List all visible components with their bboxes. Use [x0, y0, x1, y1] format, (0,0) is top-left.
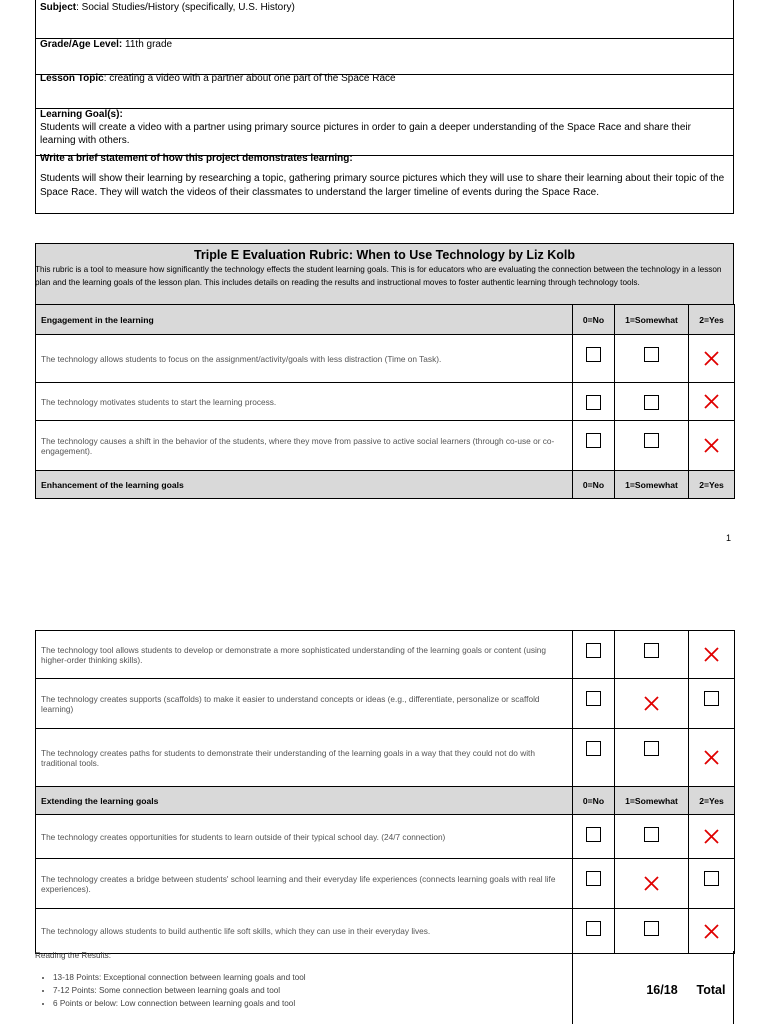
score-cell [615, 729, 689, 787]
checkbox[interactable] [704, 871, 719, 886]
score-cell [689, 909, 735, 954]
checkbox[interactable] [644, 643, 659, 658]
score-cell [689, 859, 735, 909]
x-mark-icon[interactable] [703, 831, 720, 841]
page-number: 1 [726, 533, 732, 543]
checkbox[interactable] [586, 347, 601, 362]
checkbox[interactable] [586, 921, 601, 936]
score-cell [689, 421, 735, 471]
checkbox[interactable] [704, 691, 719, 706]
score-cell [615, 859, 689, 909]
grade-row [36, 36, 733, 75]
topic-row [36, 71, 733, 109]
score-cell [689, 679, 735, 729]
subject-value: : Social Studies/History (specifically, U.S. History) [76, 2, 295, 13]
topic-value: : creating a video with a partner about one part of the Space Race [103, 73, 396, 84]
criteria-row [36, 729, 735, 787]
score-cell [615, 815, 689, 859]
checkbox[interactable] [644, 921, 659, 936]
criteria-row [36, 631, 735, 679]
column-no: 0=No [573, 787, 615, 815]
score-cell [615, 421, 689, 471]
score-cell [615, 909, 689, 954]
checkbox[interactable] [586, 395, 601, 410]
subject-row [36, 0, 733, 39]
score-cell [615, 631, 689, 679]
rubric-title-block [35, 243, 734, 304]
criteria-text: The technology creates a bridge between students' school learning and their everyday life experiences (connects learning goals with real life experiences). [36, 859, 573, 909]
x-mark-icon[interactable] [703, 396, 720, 406]
criteria-text: The technology allows students to focus on the assignment/activity/goals with less distraction (Time on Task). [36, 335, 573, 383]
column-no: 0=No [573, 471, 615, 499]
checkbox[interactable] [644, 741, 659, 756]
criteria-row [36, 679, 735, 729]
statement-row [36, 152, 733, 215]
x-mark-icon[interactable] [643, 878, 660, 888]
criteria-row [36, 815, 735, 859]
checkbox[interactable] [586, 691, 601, 706]
x-mark-icon[interactable] [703, 752, 720, 762]
lesson-info-box [35, 0, 734, 214]
topic-label: Lesson Topic [40, 73, 104, 84]
results-bullet: • 7-12 Points: Some connection between learning goals and tool [53, 984, 583, 997]
criteria-text: The technology allows students to build authentic life soft skills, which they can use in their everyday lives. [36, 909, 573, 954]
checkbox[interactable] [644, 827, 659, 842]
score-cell [615, 679, 689, 729]
criteria-text: The technology tool allows students to develop or demonstrate a more sophisticated understanding of the learning goals or content (using higher-order thinking skills). [36, 631, 573, 679]
criteria-row [36, 383, 735, 421]
column-yes: 2=Yes [689, 471, 735, 499]
total-label: Total [696, 983, 726, 997]
grade-label: Grade/Age Level: [40, 39, 123, 50]
section-heading: Enhancement of the learning goals [36, 471, 573, 499]
checkbox[interactable] [586, 433, 601, 448]
column-yes: 2=Yes [689, 787, 735, 815]
criteria-text: The technology creates paths for students to demonstrate their understanding of the learning goals in a way that they could not do with traditional tools. [36, 729, 573, 787]
section-heading: Engagement in the learning [36, 305, 573, 335]
score-cell [573, 631, 615, 679]
score-cell [573, 859, 615, 909]
score-cell [689, 729, 735, 787]
rubric-table-page-2 [35, 630, 735, 954]
column-somewhat: 1=Somewhat [615, 471, 689, 499]
score-cell [615, 383, 689, 421]
checkbox[interactable] [644, 433, 659, 448]
checkbox[interactable] [586, 643, 601, 658]
section-header-row [36, 305, 735, 335]
checkbox[interactable] [644, 395, 659, 410]
checkbox[interactable] [586, 741, 601, 756]
criteria-row [36, 909, 735, 954]
score-cell [573, 729, 615, 787]
criteria-text: The technology motivates students to start the learning process. [36, 383, 573, 421]
score-cell [689, 631, 735, 679]
checkbox[interactable] [586, 827, 601, 842]
results-label: Reading the Results: [35, 951, 112, 960]
score-cell [573, 383, 615, 421]
column-yes: 2=Yes [689, 305, 735, 335]
score-cell [573, 679, 615, 729]
criteria-row [36, 859, 735, 909]
section-heading: Extending the learning goals [36, 787, 573, 815]
score-cell [573, 421, 615, 471]
criteria-text: The technology causes a shift in the behavior of the students, where they move from passive to active social learners (through co-use or co-engagement). [36, 421, 573, 471]
criteria-row [36, 421, 735, 471]
statement-text: Students will show their learning by researching a topic, gathering primary source pictures which they will use to share their learning about their topic of the Space Race. They will watch the videos of their classmates to understand the larger timeline of events during the Space Race. [40, 173, 725, 198]
section-header-row [36, 787, 735, 815]
criteria-text: The technology creates supports (scaffolds) to make it easier to understand concepts or ideas (e.g., differentiate, personalize or scaffold learning) [36, 679, 573, 729]
results-bullet: • 13-18 Points: Exceptional connection between learning goals and tool [53, 971, 583, 984]
x-mark-icon[interactable] [643, 698, 660, 708]
results-list [35, 971, 583, 1010]
results-section [35, 951, 734, 1024]
grade-value: 11th grade [122, 39, 173, 50]
results-bullet: • 6 Points or below: Low connection between learning goals and tool [53, 997, 583, 1010]
score-cell [573, 335, 615, 383]
rubric-title: Triple E Evaluation Rubric: When to Use Technology by Liz Kolb [193, 248, 576, 262]
rubric-description: This rubric is a tool to measure how significantly the technology effects the student learning goals. This is for educators who are evaluating the connection between the technology in a lesson plan and the learning goals of the lesson plan. This includes details on reading the results and instructional moves to foster authentic learning through technology tools. [35, 265, 722, 287]
learning-goal-label: Learning Goal(s): [40, 109, 123, 120]
score-cell [573, 909, 615, 954]
x-mark-icon[interactable] [703, 353, 720, 363]
score-cell [689, 335, 735, 383]
section-header-row [36, 471, 735, 499]
learning-goal-text: Students will create a video with a partner using primary source pictures in order to gain a deeper understanding of the Space Race and share their learning with others. [40, 122, 691, 146]
score-cell [689, 815, 735, 859]
checkbox[interactable] [586, 871, 601, 886]
subject-label: Subject [40, 2, 77, 13]
score-cell [615, 335, 689, 383]
checkbox[interactable] [644, 347, 659, 362]
column-somewhat: 1=Somewhat [615, 787, 689, 815]
score-cell [573, 815, 615, 859]
x-mark-icon[interactable] [703, 649, 720, 659]
x-mark-icon[interactable] [703, 440, 720, 450]
criteria-text: The technology creates opportunities for students to learn outside of their typical school day. (24/7 connection) [36, 815, 573, 859]
x-mark-icon[interactable] [703, 925, 720, 935]
total-score: 16/18 [646, 983, 678, 997]
column-somewhat: 1=Somewhat [615, 305, 689, 335]
score-cell [689, 383, 735, 421]
criteria-row [36, 335, 735, 383]
column-no: 0=No [573, 305, 615, 335]
learning-goal-row [36, 106, 733, 156]
statement-label: Write a brief statement of how this project demonstrates learning: [40, 153, 353, 164]
rubric-table-page-1 [35, 304, 735, 499]
results-divider [572, 951, 573, 1024]
